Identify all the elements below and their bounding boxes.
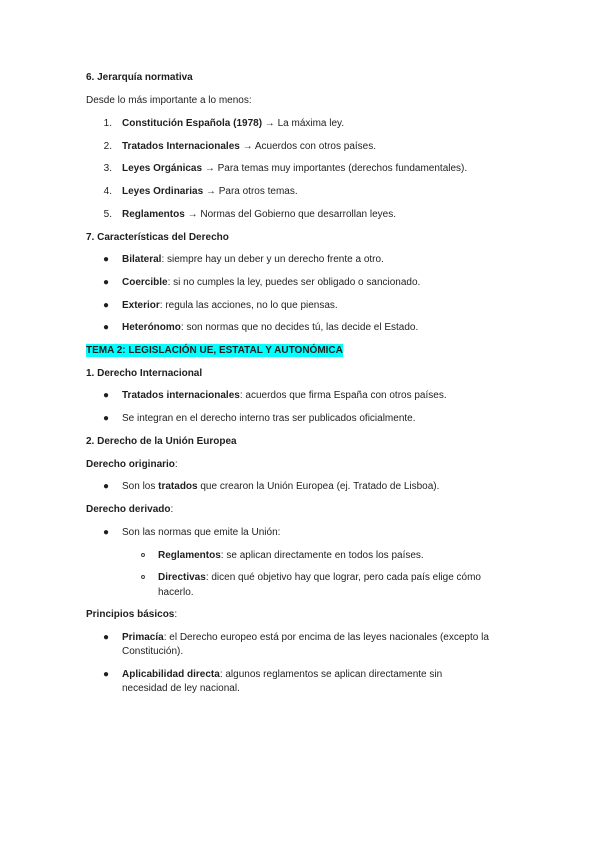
sub-bullet-icon: o: [140, 552, 146, 559]
bullet-icon: ●: [102, 322, 110, 333]
sub-bullet-icon: o: [140, 574, 146, 581]
list-number: 4.: [103, 186, 112, 197]
list-number: 1.: [103, 118, 112, 129]
list-item: Heterónomo: son normas que no decides tú, las decide el Estado.: [122, 322, 419, 333]
derecho-internacional-title: 1. Derecho Internacional: [86, 368, 203, 379]
derecho-derivado-label: Derecho derivado:: [86, 504, 174, 515]
bullet-icon: ●: [102, 669, 110, 680]
list-item: Leyes Ordinarias → Para otros temas.: [122, 186, 298, 197]
list-number: 3.: [103, 163, 112, 174]
bullet-icon: ●: [102, 632, 110, 643]
list-number: 2.: [103, 141, 112, 152]
list-item: Tratados Internacionales → Acuerdos con otros países.: [122, 141, 377, 152]
list-item: Tratados internacionales: acuerdos que firma España con otros países.: [122, 390, 447, 401]
derecho-ue-title: 2. Derecho de la Unión Europea: [86, 436, 237, 447]
bullet-icon: ●: [102, 390, 110, 401]
list-item: Son los tratados que crearon la Unión Europea (ej. Tratado de Lisboa).: [122, 481, 440, 492]
list-item: Se integran en el derecho interno tras ser publicados oficialmente.: [122, 413, 416, 424]
list-item: Bilateral: siempre hay un deber y un derecho frente a otro.: [122, 254, 384, 265]
list-number: 5.: [103, 209, 112, 220]
list-item: Son las normas que emite la Unión:: [122, 527, 281, 538]
section-6-title: 6. Jerarquía normativa: [86, 72, 193, 83]
principios-basicos-label: Principios básicos:: [86, 609, 178, 620]
list-item: Constitución Española (1978) → La máxima ley.: [122, 118, 345, 129]
derecho-originario-label: Derecho originario:: [86, 459, 178, 470]
section-7-title: 7. Características del Derecho: [86, 232, 229, 243]
bullet-icon: ●: [102, 527, 110, 538]
sub-list-item: Reglamentos: se aplican directamente en todos los países.: [158, 550, 424, 561]
list-item: Aplicabilidad directa: algunos reglamentos se aplican directamente sin: [122, 669, 443, 680]
list-item-continuation: Constitución).: [122, 646, 184, 657]
list-item: Coercible: si no cumples la ley, puedes ser obligado o sancionado.: [122, 277, 421, 288]
list-item: Exterior: regula las acciones, no lo que piensas.: [122, 300, 338, 311]
bullet-icon: ●: [102, 277, 110, 288]
bullet-icon: ●: [102, 481, 110, 492]
list-item: Reglamentos → Normas del Gobierno que desarrollan leyes.: [122, 209, 397, 220]
list-item: Primacía: el Derecho europeo está por encima de las leyes nacionales (excepto la: [122, 632, 489, 643]
sub-list-item: Directivas: dicen qué objetivo hay que lograr, pero cada país elige cómo: [158, 572, 481, 583]
list-item-continuation: necesidad de ley nacional.: [122, 683, 240, 694]
bullet-icon: ●: [102, 254, 110, 265]
section-6-intro: Desde lo más importante a lo menos:: [86, 95, 252, 106]
sub-list-item-continuation: hacerlo.: [158, 587, 194, 598]
list-item: Leyes Orgánicas → Para temas muy importantes (derechos fundamentales).: [122, 163, 468, 174]
bullet-icon: ●: [102, 413, 110, 424]
tema-2-heading: TEMA 2: LEGISLACIÓN UE, ESTATAL Y AUTONÓMICA: [86, 345, 343, 356]
bullet-icon: ●: [102, 300, 110, 311]
